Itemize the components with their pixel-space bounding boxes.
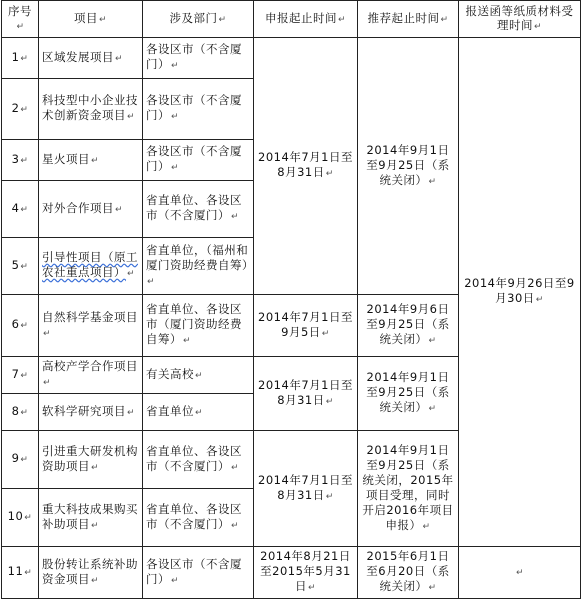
row-project: 区域发展项目↵ <box>39 38 143 79</box>
row-department: 各设区市（不含厦门）↵ <box>143 140 254 181</box>
row-project: 星火项目↵ <box>39 140 143 181</box>
row-project: 引进重大研发机构资助项目↵ <box>39 431 143 489</box>
row-index: 3↵ <box>2 140 39 181</box>
row-index: 9↵ <box>2 431 39 489</box>
recommend-time-group-1: 2014年9月1日至9月25日（系统关闭）↵ <box>358 38 459 295</box>
table-row <box>2 38 581 79</box>
row-index: 11↵ <box>2 547 39 599</box>
header-index: 序号↵ <box>2 1 39 38</box>
recommend-time-group-9: 2014年9月1日至9月25日（系统关闭，2015年项目受理，同时开启2016年项目申报）↵ <box>358 431 459 547</box>
row-index: 1↵ <box>2 38 39 79</box>
row-index: 7↵ <box>2 357 39 394</box>
row-department: 省直单位、各设区市（不含厦门）↵ <box>143 489 254 547</box>
row-project: 科技型中小企业技术创新资金项目↵ <box>39 79 143 140</box>
header-row <box>2 1 581 38</box>
row-project: 软科学研究项目↵ <box>39 394 143 431</box>
row-department: 省直单位、各设区市（不含厦门）↵ <box>143 431 254 489</box>
apply-time-group-1: 2014年7月1日至8月31日↵ <box>254 38 358 295</box>
paper-time-group-1: 2014年9月26日至9月30日↵ <box>459 38 581 547</box>
row-department: 各设区市（不含厦门）↵ <box>143 38 254 79</box>
row-project: 自然科学基金项目↵ <box>39 295 143 357</box>
header-project: 项目↵ <box>39 1 143 38</box>
recommend-time-group-6: 2014年9月6日至9月25日（系统关闭）↵ <box>358 295 459 357</box>
row-department: 省直单位，（福州和厦门资助经费自筹）↵ <box>143 238 254 295</box>
row-department: 各设区市（不含厦门）↵ <box>143 79 254 140</box>
recommend-time-group-7: 2014年9月1日至9月25日（系统关闭）↵ <box>358 357 459 431</box>
apply-time-group-7: 2014年7月1日至8月31日↵ <box>254 357 358 431</box>
table-row <box>2 547 581 599</box>
row-index: 6↵ <box>2 295 39 357</box>
row-project: 对外合作项目↵ <box>39 181 143 238</box>
row-project: 股份转让系统补助资金项目↵ <box>39 547 143 599</box>
row-project: 高校产学合作项目↵ <box>39 357 143 394</box>
header-recommend-time: 推荐起止时间↵ <box>358 1 459 38</box>
apply-time-group-11: 2014年8月21日至2015年5月31日↵ <box>254 547 358 599</box>
row-project: 重大科技成果购买补助项目↵ <box>39 489 143 547</box>
project-schedule-table <box>1 0 581 599</box>
paper-time-group-11: ↵ <box>459 547 581 599</box>
apply-time-group-6: 2014年7月1日至9月5日↵ <box>254 295 358 357</box>
row-project: 引导性项目（原工农社重点项目）↵ <box>39 238 143 295</box>
recommend-time-group-11: 2015年6月1日至6月20日（系统关闭）↵ <box>358 547 459 599</box>
row-department: 各设区市（不含厦门）↵ <box>143 547 254 599</box>
apply-time-group-9: 2014年7月1日至8月31日↵ <box>254 431 358 547</box>
row-index: 8↵ <box>2 394 39 431</box>
row-department: 省直单位、各设区市（厦门资助经费自筹）↵ <box>143 295 254 357</box>
header-apply-time: 申报起止时间↵ <box>254 1 358 38</box>
row-department: 有关高校↵ <box>143 357 254 394</box>
header-paper-time: 报送函等纸质材料受理时间↵ <box>459 1 581 38</box>
row-index: 5↵ <box>2 238 39 295</box>
row-department: 省直单位↵ <box>143 394 254 431</box>
row-index: 10↵ <box>2 489 39 547</box>
header-department: 涉及部门↵ <box>143 1 254 38</box>
row-department: 省直单位、各设区市（不含厦门）↵ <box>143 181 254 238</box>
row-index: 2↵ <box>2 79 39 140</box>
row-index: 4↵ <box>2 181 39 238</box>
